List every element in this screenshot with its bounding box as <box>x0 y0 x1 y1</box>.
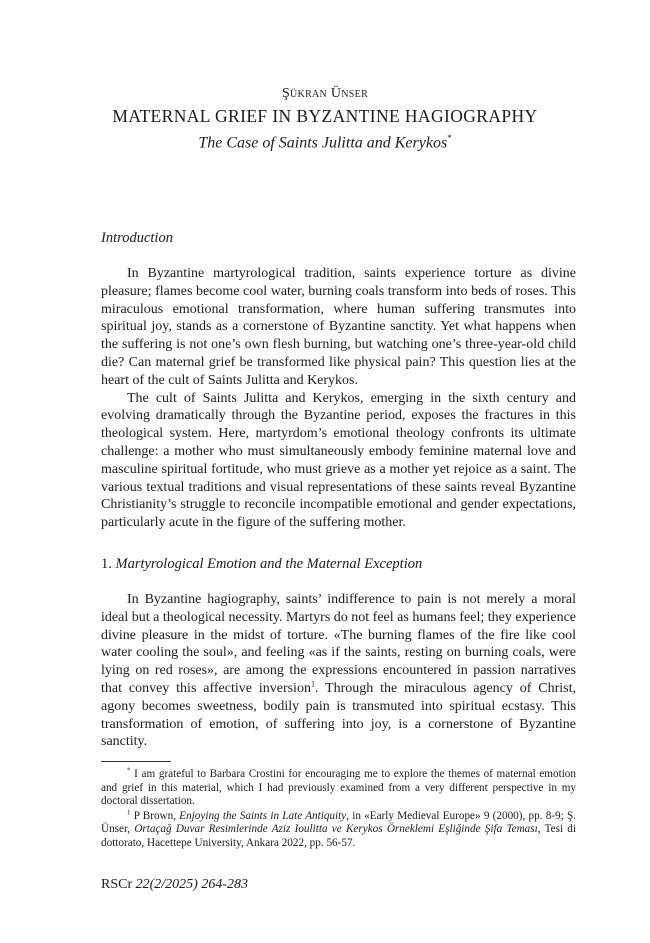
journal-volume: 22(2/2025) 264-283 <box>135 877 249 892</box>
footnote-1-marker: 1 <box>127 808 131 817</box>
subtitle-text: The Case of Saints Julitta and Kerykos <box>198 134 448 152</box>
article-title: MATERNAL GRIEF IN BYZANTINE HAGIOGRAPHY <box>112 106 538 126</box>
footnote-1 <box>101 810 576 851</box>
footnote-1-italic-2: Ortaçağ Duvar Resimlerinde Aziz Ioulitta ve Kerykos Örneklemi Eşliğinde Şifa Teması <box>134 823 538 836</box>
article-subtitle <box>0 133 650 152</box>
footnote-star <box>101 768 576 809</box>
footnote-1-italic-1: Enjoying the Saints in Late Antiquity <box>179 809 347 822</box>
section-1-heading <box>101 556 422 573</box>
footnotes <box>101 768 576 852</box>
intro-body <box>101 265 576 532</box>
section-1-heading-text: Martyrological Emotion and the Maternal Exception <box>115 556 423 572</box>
footnote-ref-1[interactable]: 1 <box>310 679 315 689</box>
footnote-divider <box>101 761 171 762</box>
footnote-1-part-2: , in «Early Medieval Europe» 9 (2000), pp. 8-9; Ş. Ünser, <box>101 809 576 836</box>
footnote-1-part-3: , Tesi di dottorato, Hacettepe University, Ankara 2022, pp. 56-57. <box>101 823 576 849</box>
footnote-1-part-1: P Brown, <box>133 809 180 822</box>
journal-abbr: RSCr <box>101 877 133 892</box>
intro-paragraph-1: In Byzantine martyrological tradition, saints experience torture as divine pleasure; flames become cool water, burning coals transform into beds of roses. This miraculous emotional transformation, where human suffering transmutes into spiritual joy, stands as a cornerstone of Byzantine sanctity. Yet what happens when the suffering is not one’s own flesh burning, but watching one’s three-year-old child die? Can maternal grief be transformed like physical pain? This question lies at the heart of the cult of Saints Julitta and Kerykos. <box>101 266 576 388</box>
section-1-paragraph-text-after: . Through the miraculous agency of Christ, agony becomes sweetness, bodily pain is transmuted into spiritual ecstasy. This transformation of emotion, of suffering into joy, is a cornerstone of Byzantine sanctity. <box>101 680 576 750</box>
footnote-star-marker: * <box>127 766 131 775</box>
section-1-body <box>101 591 576 751</box>
section-1-paragraph-text: In Byzantine hagiography, saints’ indifference to pain is not merely a moral ideal but a theological necessity. Martyrs do not feel as humans feel; they experience divine pleasure in the midst of torture. «The burning flames of the fire like cool water cooling the soul», and feeling «as if the saints, resting on burning coals, were lying on red roses», are among the expressions encountered in passion narratives that convey this affective inversion <box>101 592 576 696</box>
intro-paragraph-2: The cult of Saints Julitta and Kerykos, emerging in the sixth century and evolving dramatically through the Byzantine period, exposes the fractures in this theological system. Here, martyrdom’s emotional theology confronts its ultimate challenge: a mother who must simultaneously embody feminine maternal love and masculine spiritual fortitude, who must grieve as a mother yet rejoice as a saint. The various textual traditions and visual representations of these saints reveal Byzantine Christianity’s struggle to reconcile incompatible emotional and gender expectations, particularly acute in the figure of the suffering mother. <box>101 390 576 531</box>
journal-reference <box>101 877 248 893</box>
intro-heading <box>101 230 173 247</box>
footnote-star-text: I am grateful to Barbara Crostini for encouraging me to explore the themes of maternal emotion and grief in this material, which I had previously examined from a very different perspective in my doctoral dissertation. <box>101 768 576 808</box>
subtitle-footnote-marker[interactable]: * <box>447 133 452 143</box>
section-1-paragraph <box>101 591 576 751</box>
author-name: Şükran Ünser <box>281 86 369 101</box>
intro-heading-text: Introduction <box>101 230 173 246</box>
section-1-number: 1. <box>101 556 112 572</box>
